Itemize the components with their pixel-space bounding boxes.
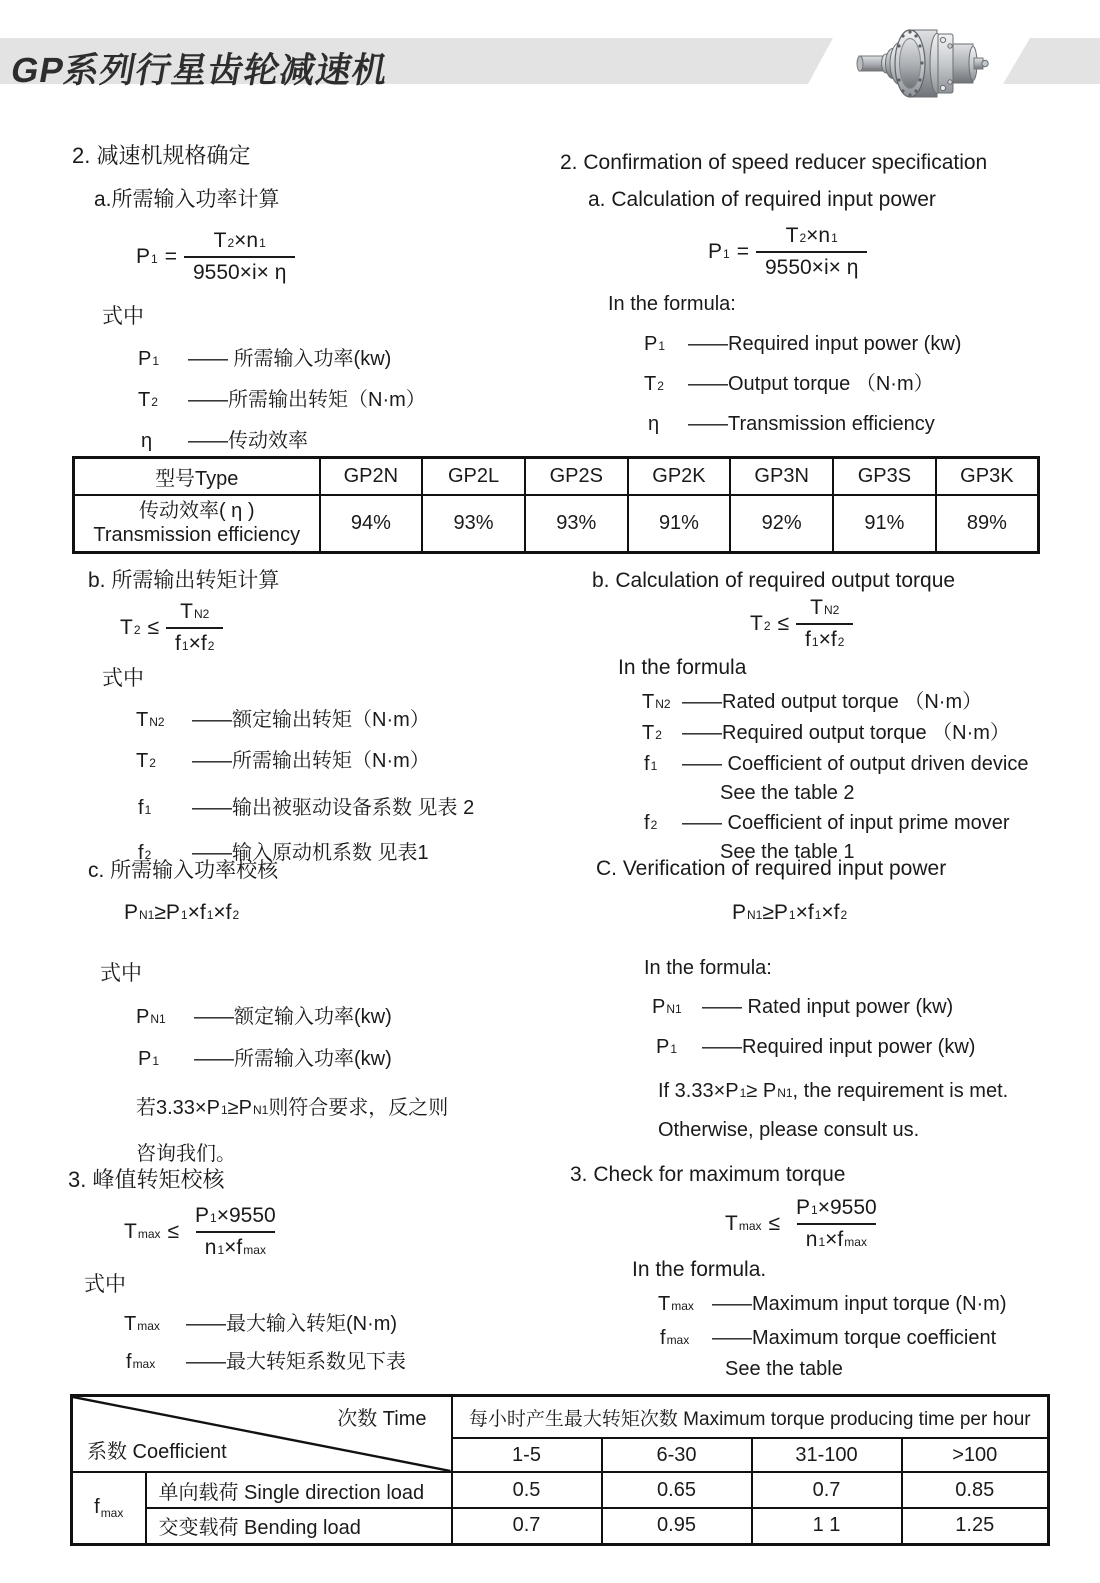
section-3-en <box>570 1162 1007 1381</box>
definition-row <box>642 721 1028 745</box>
formula-relation: = <box>736 240 749 264</box>
column-header: GP3S <box>833 458 936 495</box>
formula-label: In the formula: <box>608 293 736 316</box>
fraction-denominator: n 1 ×f max <box>797 1223 876 1252</box>
formula-relation: ≤ <box>147 616 160 640</box>
symbol: f 2 <box>644 812 658 835</box>
fraction-denominator: 9550×i× η <box>184 256 295 285</box>
coefficient-value: 0.65 <box>602 1472 752 1508</box>
coefficient-value: 0.85 <box>902 1472 1049 1508</box>
definition-continuation: See the table 1 <box>720 841 855 864</box>
formula-relation: = <box>164 244 177 268</box>
subsection-a-title: a. Calculation of required input power <box>588 188 936 212</box>
definition-text: ——输入原动机系数 见表1 <box>192 842 429 865</box>
efficiency-value: 91% <box>628 495 731 553</box>
column-header: GP3N <box>730 458 833 495</box>
section-heading: b. Calculation of required output torque <box>592 569 956 592</box>
definition-text: —— Coefficient of input prime mover <box>682 812 1010 835</box>
definition-row <box>136 749 474 773</box>
coefficient-value: 0.5 <box>452 1472 602 1508</box>
coefficient-value: 1 1 <box>752 1508 902 1544</box>
efficiency-value: 93% <box>525 495 628 553</box>
formula-label: 式中 <box>84 1272 126 1296</box>
span-header: 每小时产生最大转矩次数 Maximum torque producing time per hour <box>452 1396 1049 1439</box>
coefficient-value: 1.25 <box>902 1508 1049 1544</box>
definition-text: ——所需输出转矩（N·m） <box>192 750 430 773</box>
formula-label: In the formula <box>618 656 747 680</box>
symbol: T max <box>658 1293 694 1316</box>
requirement-note: 若3.33×P $_1$ ≥P N1 则符合要求，反之则 <box>136 1097 449 1120</box>
fraction <box>796 596 853 652</box>
fraction-numerator: T N2 <box>810 596 840 620</box>
diagonal-header-cell <box>72 1396 452 1473</box>
definition-text: ——Maximum torque coefficient <box>712 1327 997 1350</box>
symbol: T 2 <box>138 388 158 411</box>
section-heading: 2. Confirmation of speed reducer specification <box>560 151 988 174</box>
symbol: P N1 <box>136 1006 166 1029</box>
fraction-numerator: T 2 ×n 1 <box>785 224 838 248</box>
fraction-denominator: n 1 ×f max <box>196 1231 275 1260</box>
column-header: GP3K <box>936 458 1039 495</box>
definition-row <box>138 796 474 820</box>
fraction-numerator: T 2 ×n 1 <box>213 228 266 252</box>
section-c-en <box>596 856 1008 1142</box>
formula-lhs: P 1 <box>708 240 730 264</box>
table-header-row <box>74 458 1039 495</box>
requirement-note-line2: Otherwise, please consult us. <box>658 1119 920 1142</box>
formula-lhs: T 2 <box>120 616 141 640</box>
fraction-numerator: P 1 ×9550 <box>796 1196 877 1220</box>
formula-relation: ≤ <box>167 1219 180 1243</box>
formula-output-torque-en <box>750 596 1028 652</box>
efficiency-value: 92% <box>730 495 833 553</box>
definition-row <box>124 1312 406 1336</box>
definition-row <box>136 1005 448 1029</box>
fraction <box>186 1204 285 1260</box>
section-heading: c. 所需输入功率校核 <box>88 859 279 882</box>
definition-text: ——Output torque （N·m） <box>688 373 934 396</box>
definition-text: ——Required input power (kw) <box>702 1036 976 1059</box>
formula-verify-power-cn: P N1 ≥P 1 ×f 1 ×f 2 <box>124 901 240 925</box>
column-header: GP2S <box>525 458 628 495</box>
subsection-a-title: a.所需输入功率计算 <box>94 187 280 211</box>
fraction-denominator: f 1 ×f 2 <box>796 623 853 652</box>
symbol: P 1 <box>138 1048 160 1071</box>
coefficient-value: 0.7 <box>452 1508 602 1544</box>
symbol: T 2 <box>644 373 664 396</box>
fraction-denominator: 9550×i× η <box>756 251 867 280</box>
definition-row <box>658 1292 1007 1316</box>
definition-text: —— 所需输入功率(kw) <box>188 347 392 370</box>
fraction-numerator: T N2 <box>180 600 210 624</box>
formula-label: 式中 <box>102 667 144 691</box>
header-band-right <box>1003 38 1100 84</box>
formula-input-power-cn <box>136 229 426 285</box>
symbol: f 1 <box>138 797 152 820</box>
fraction <box>756 224 867 280</box>
definition-text: ——最大转矩系数见下表 <box>186 1350 406 1373</box>
section-b-en <box>592 568 1028 864</box>
page-title: GP系列行星齿轮减速机 <box>8 51 392 90</box>
table-row <box>72 1508 1049 1544</box>
definition-continuation: See the table <box>725 1358 843 1381</box>
column-header: 31-100 <box>752 1438 902 1472</box>
symbol: f max <box>660 1327 690 1350</box>
definition-text: ——所需输出转矩（N·m） <box>188 388 426 411</box>
table-row <box>74 495 1039 553</box>
definition-text: ——输出被驱动设备系数 见表 2 <box>192 797 475 820</box>
column-header: GP2K <box>628 458 731 495</box>
section-c-cn <box>88 858 448 1166</box>
formula-input-power-en <box>708 224 987 280</box>
gearbox-photo <box>856 12 992 116</box>
symbol: f max <box>126 1350 156 1373</box>
symbol: f 2 <box>138 842 152 865</box>
definition-text: ——最大输入转矩(N·m) <box>186 1312 398 1335</box>
definition-text: ——Required output torque （N·m） <box>682 722 1010 745</box>
column-header: 1-5 <box>452 1438 602 1472</box>
formula-max-torque-cn <box>124 1204 406 1260</box>
definition-text: ——Maximum input torque (N·m) <box>712 1293 1007 1316</box>
definition-row <box>138 1047 448 1071</box>
column-header: 型号Type <box>74 458 320 495</box>
section-heading: C. Verification of required input power <box>596 857 947 880</box>
efficiency-table <box>72 456 1040 554</box>
definition-row <box>660 1326 1007 1350</box>
definition-row <box>644 332 987 356</box>
definition-row <box>141 429 426 453</box>
corner-label-coefficient: 系数 Coefficient <box>87 1441 227 1463</box>
definition-row <box>136 708 474 732</box>
requirement-note-line2: 咨询我们。 <box>136 1143 236 1166</box>
row-label: 单向载荷 Single direction load <box>146 1472 452 1508</box>
definition-text: ——额定输出转矩（N·m） <box>192 709 430 732</box>
section-heading: 2. 减速机规格确定 <box>72 143 251 168</box>
table-row <box>72 1472 1049 1508</box>
corner-label-time: 次数 Time <box>337 1408 427 1430</box>
formula-lhs: T max <box>725 1212 762 1236</box>
section-3-cn <box>68 1166 406 1374</box>
symbol: T 2 <box>642 722 662 745</box>
definition-text: ——传动效率 <box>188 429 308 452</box>
definition-row <box>642 690 1028 714</box>
symbol: T max <box>124 1312 160 1335</box>
column-header: >100 <box>902 1438 1049 1472</box>
section-heading: 3. Check for maximum torque <box>570 1163 846 1186</box>
column-header: GP2N <box>320 458 423 495</box>
coefficient-value: 0.95 <box>602 1508 752 1544</box>
definition-text: ——Transmission efficiency <box>688 413 935 436</box>
formula-lhs: T 2 <box>750 612 771 636</box>
row-label: 传动效率( η ) Transmission efficiency <box>74 495 320 553</box>
section-heading: 3. 峰值转矩校核 <box>68 1167 225 1192</box>
symbol: P 1 <box>138 347 160 370</box>
group-symbol-fmax: $f_{max}$ <box>72 1472 146 1544</box>
definition-row <box>656 1035 1008 1059</box>
definition-row <box>644 372 987 396</box>
definition-row <box>138 347 426 371</box>
definition-continuation: See the table 2 <box>720 782 855 805</box>
symbol: T 2 <box>136 750 156 773</box>
formula-output-torque-cn <box>120 600 474 656</box>
symbol: P N1 <box>652 996 682 1019</box>
definition-text: —— Coefficient of output driven device <box>682 753 1029 776</box>
fmax-coefficient-table <box>70 1394 1050 1546</box>
section-2-en <box>560 150 987 436</box>
formula-verify-power-en: P N1 ≥P 1 ×f 1 ×f 2 <box>732 901 848 925</box>
definition-text: ——额定输入功率(kw) <box>194 1006 392 1029</box>
formula-lhs: T max <box>124 1219 161 1243</box>
formula-label: 式中 <box>100 962 142 986</box>
section-2-cn <box>72 142 426 453</box>
symbol: P 1 <box>644 333 666 356</box>
definition-row <box>644 811 1028 835</box>
row-label: 交变载荷 Bending load <box>146 1508 452 1544</box>
formula-max-torque-en <box>725 1196 1007 1252</box>
fraction <box>787 1196 886 1252</box>
section-heading: b. 所需输出转矩计算 <box>88 569 280 592</box>
section-b-cn <box>88 568 474 865</box>
symbol: T N2 <box>642 691 671 714</box>
fraction-numerator: P 1 ×9550 <box>195 1203 276 1227</box>
requirement-note: If 3.33×P 1 ≥ P N1 , the requirement is met. <box>658 1080 1009 1103</box>
definition-row <box>652 995 1008 1019</box>
definition-row <box>644 752 1028 776</box>
symbol: η <box>141 429 153 452</box>
column-header: GP2L <box>422 458 525 495</box>
column-header: 6-30 <box>602 1438 752 1472</box>
definition-text: —— Rated input power (kw) <box>702 996 954 1019</box>
symbol: P 1 <box>656 1036 678 1059</box>
formula-relation: ≤ <box>768 1212 781 1236</box>
formula-label: In the formula. <box>632 1258 767 1282</box>
symbol: T N2 <box>136 709 165 732</box>
symbol: f 1 <box>644 753 658 776</box>
definition-row <box>648 412 987 436</box>
definition-row <box>138 388 426 412</box>
fraction-denominator: f 1 ×f 2 <box>166 627 223 656</box>
symbol: η <box>648 413 660 436</box>
definition-text: ——Required input power (kw) <box>688 333 962 356</box>
efficiency-value: 93% <box>422 495 525 553</box>
formula-label: 式中 <box>102 304 144 328</box>
definition-text: ——Rated output torque （N·m） <box>682 691 983 714</box>
coefficient-value: 0.7 <box>752 1472 902 1508</box>
definition-row <box>126 1350 406 1374</box>
efficiency-value: 94% <box>320 495 423 553</box>
efficiency-value: 91% <box>833 495 936 553</box>
fraction <box>166 600 223 656</box>
fraction <box>184 229 295 285</box>
formula-relation: ≤ <box>777 612 790 636</box>
efficiency-value: 89% <box>936 495 1039 553</box>
definition-text: ——所需输入功率(kw) <box>194 1048 392 1071</box>
formula-label: In the formula: <box>644 957 772 980</box>
formula-lhs: P 1 <box>136 244 158 268</box>
